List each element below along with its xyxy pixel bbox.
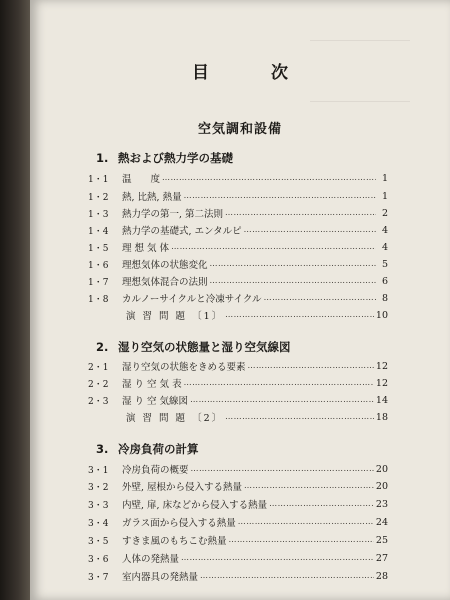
entry-page: 18 (375, 411, 388, 423)
toc-entry[interactable] (88, 496, 388, 512)
entry-number: 3・2 (88, 482, 109, 493)
toc-entry[interactable] (88, 188, 388, 204)
entry-page: 28 (375, 570, 388, 582)
entry-page: 27 (375, 552, 388, 564)
entry-number: 1・2 (88, 192, 109, 203)
leader-dots (162, 171, 376, 185)
entry-number: 1・5 (88, 243, 109, 254)
entry-title: 理想気体の状態変化 (122, 260, 208, 271)
toc-entry[interactable] (88, 358, 388, 374)
entry-number: 1・6 (88, 260, 109, 271)
leader-dots (244, 479, 374, 493)
entry-title: 湿 り 空 気 表 (122, 379, 182, 390)
entry-number: 2・3 (88, 396, 109, 407)
entry-title: 演 習 問 題 〔2〕 (126, 413, 224, 424)
leader-dots (200, 569, 374, 583)
entry-title: 人体の発熱量 (122, 554, 180, 565)
leader-dots (225, 308, 374, 322)
toc-entry[interactable] (88, 239, 388, 255)
chapter-title: 熱および熱力学の基礎 (118, 151, 233, 165)
entry-title: 内壁, 扉, 床などから侵入する熱量 (122, 500, 268, 511)
toc-entry[interactable] (88, 273, 388, 289)
entry-page: 2 (381, 207, 388, 219)
entry-number: 2・2 (88, 379, 109, 390)
entry-title: 温 度 (122, 174, 161, 185)
toc-entry[interactable] (88, 461, 388, 477)
entry-page: 1 (381, 190, 388, 202)
entry-page: 14 (375, 394, 388, 406)
toc-entry[interactable] (88, 256, 388, 272)
entry-page: 4 (381, 224, 388, 236)
entry-number: 1・4 (88, 226, 109, 237)
entry-title: 熱, 比熱, 熱量 (122, 192, 182, 203)
entry-title: 室内器具の発熱量 (122, 572, 199, 583)
toc-entry-exercise[interactable] (88, 409, 388, 425)
entry-title: 熱力学の基礎式, エンタルピ (122, 226, 242, 237)
page-title: 目 次 (192, 63, 316, 83)
entry-number: 1・1 (88, 174, 109, 185)
entry-title: ガラス面から侵入する熱量 (122, 518, 236, 529)
toc-entry[interactable] (88, 514, 388, 530)
chapter-number: 3. (96, 442, 109, 456)
leader-dots (229, 533, 374, 547)
leader-dots (191, 462, 374, 476)
entry-page: 1 (381, 172, 388, 184)
entry-title: 冷房負荷の概要 (122, 465, 189, 476)
entry-title: 湿り空気の状態をきめる要素 (122, 362, 246, 373)
chapter-number: 2. (96, 340, 109, 354)
toc-entry-exercise[interactable] (88, 307, 388, 323)
toc-entry[interactable] (88, 375, 388, 391)
entry-number: 3・3 (88, 500, 109, 511)
entry-number: 3・6 (88, 554, 109, 565)
entry-page: 23 (375, 498, 388, 510)
chapter-title: 冷房負荷の計算 (118, 442, 199, 456)
entry-page: 25 (375, 534, 388, 546)
entry-title: 外壁, 屋根から侵入する熱量 (122, 482, 243, 493)
entry-number: 3・7 (88, 572, 109, 583)
entry-page: 20 (375, 480, 388, 492)
part-title: 空気調和設備 (197, 122, 282, 137)
entry-title: 演 習 問 題 〔1〕 (126, 311, 224, 322)
entry-number: 3・5 (88, 536, 109, 547)
toc-entry[interactable] (88, 205, 388, 221)
chapter-heading (96, 150, 233, 166)
entry-number: 3・1 (88, 465, 109, 476)
entry-page: 6 (381, 275, 388, 287)
toc-entry[interactable] (88, 550, 388, 566)
entry-title: カルノーサイクルと冷凍サイクル (122, 294, 262, 305)
book-gutter (0, 0, 30, 600)
entry-number: 2・1 (88, 362, 109, 373)
entry-number: 1・8 (88, 294, 109, 305)
entry-page: 10 (375, 309, 388, 321)
leader-dots (181, 551, 374, 565)
leader-dots (269, 497, 374, 511)
leader-dots (210, 274, 376, 288)
toc-entry[interactable] (88, 532, 388, 548)
chapter-heading (96, 441, 199, 457)
entry-page: 5 (381, 258, 388, 270)
toc-entry[interactable] (88, 568, 388, 584)
chapter-number: 1. (96, 151, 109, 165)
toc-entry[interactable] (88, 392, 388, 408)
entry-page: 12 (375, 377, 388, 389)
entry-title: 熱力学の第一, 第二法則 (122, 209, 224, 220)
leader-dots (244, 223, 376, 237)
toc-entry[interactable] (88, 290, 388, 306)
leader-dots (184, 376, 374, 390)
leader-dots (225, 206, 376, 220)
leader-dots (248, 359, 374, 373)
toc-entry[interactable] (88, 222, 388, 238)
entry-number: 1・3 (88, 209, 109, 220)
toc-entry[interactable] (88, 478, 388, 494)
leader-dots (190, 393, 374, 407)
entry-number: 3・4 (88, 518, 109, 529)
entry-page: 24 (375, 516, 388, 528)
chapter-heading (96, 339, 291, 355)
entry-page: 8 (381, 292, 388, 304)
entry-page: 20 (375, 463, 388, 475)
chapter-title: 湿り空気の状態量と湿り空気線図 (118, 340, 291, 354)
entry-title: 湿 り 空 気線図 (122, 396, 189, 407)
entry-title: 理 想 気 体 (122, 243, 170, 254)
leader-dots (184, 189, 376, 203)
leader-dots (225, 410, 374, 424)
entry-page: 12 (375, 360, 388, 372)
entry-page: 4 (381, 241, 388, 253)
leader-dots (171, 240, 376, 254)
toc-page (30, 0, 450, 600)
entry-number: 1・7 (88, 277, 109, 288)
entry-title: 理想気体混合の法則 (122, 277, 208, 288)
toc-entry[interactable] (88, 170, 388, 186)
leader-dots (264, 291, 376, 305)
entry-title: すきま風のもちこむ熱量 (122, 536, 227, 547)
leader-dots (238, 515, 374, 529)
leader-dots (210, 257, 376, 271)
